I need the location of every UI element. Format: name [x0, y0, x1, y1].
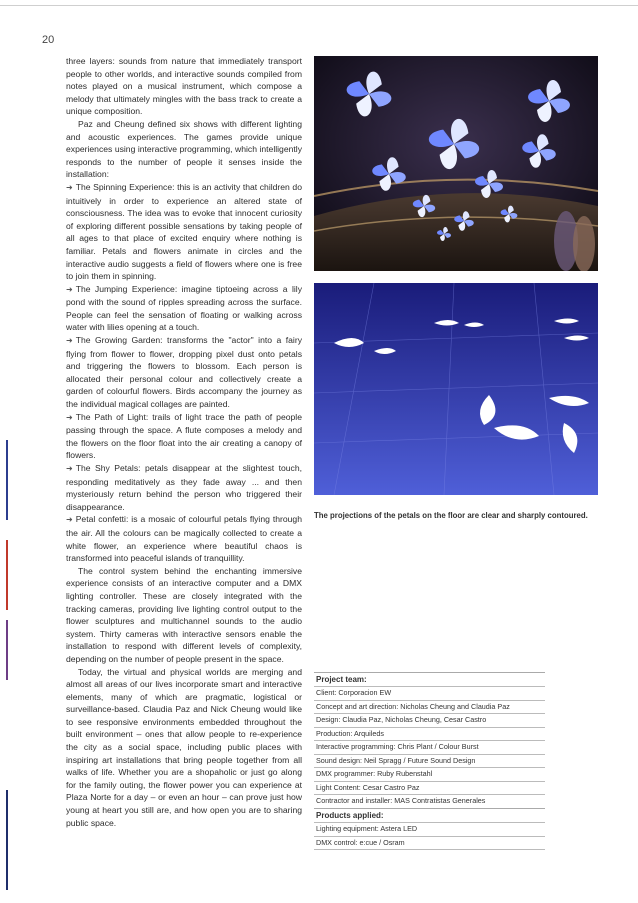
article-body: [66, 55, 302, 829]
margin-color-bar-red: [6, 540, 8, 610]
ceiling-flower-projection-photo: [314, 56, 598, 271]
credit-row: Interactive programming: Chris Plant / Colour Burst: [314, 740, 545, 754]
paragraph-text: The Path of Light: trails of light trace the path of people passing through the space. A flute composes a melody and the flowers on the floor float into the air creating a canopy of flowers.: [66, 411, 302, 461]
credit-row: DMX programmer: Ruby Rubenstahl: [314, 767, 545, 781]
paragraph-text: Today, the virtual and physical worlds are merging and almost all areas of our lives incorporate smart and interactive elements, many of which are pragmatic, logistical or surveillance-based. Claudia Paz and Nick Cheung would like to see responsive environments embedded throughout the built environment – ones that allow people to re-experience the city as a social space, including public places with inspiring art installations that bring people together from all walks of life. Whether you are a shopaholic or just go along for the family outing, the flower power you can experience at Plaza Norte for a day – or even an hour – can prove just how young at heart you still are, and how open you are to sharing public space.: [66, 666, 302, 828]
credit-row: Client: Corporacion EW: [314, 686, 545, 700]
project-team-block: [314, 672, 545, 809]
top-rule: [0, 5, 638, 6]
bullet-paragraph: [66, 181, 302, 283]
body-paragraph: [66, 666, 302, 830]
paragraph-text: The control system behind the enchanting immersive experience consists of an interactive computer and a DMX lighting controller. These are closely integrated with the tracking cameras, providing live lighting control output to the flower sculptures and multichannel sounds to the audio system. Thirty cameras with interactive sensors enable the installation to respond with different levels of complexity, depending on the number of people present in the space.: [66, 565, 302, 664]
credit-row: DMX control: e:cue / Osram: [314, 836, 545, 851]
bullet-paragraph: [66, 283, 302, 334]
arrow-bullet-icon: ➜: [66, 284, 73, 294]
body-paragraph: [66, 565, 302, 666]
products-applied-title: Products applied:: [314, 808, 545, 822]
arrow-bullet-icon: ➜: [66, 464, 73, 473]
bullet-paragraph: [66, 462, 302, 513]
body-paragraph: [66, 118, 302, 181]
credit-row: Lighting equipment: Astera LED: [314, 822, 545, 836]
arrow-bullet-icon: ➜: [66, 515, 73, 525]
body-paragraph: [66, 55, 302, 118]
paragraph-text: Paz and Cheung defined six shows with different lighting and acoustic experiences. The games provide unique experiences using interactive programming, which intelligently responds to the number of people it senses inside the installation:: [66, 118, 302, 180]
floor-petal-projection-photo: [314, 283, 598, 495]
products-applied-block: [314, 808, 545, 850]
paragraph-text: The Shy Petals: petals disappear at the slightest touch, responding meditatively as they fade away ... and then mysteriously return behind the person who triggered their disappearance.: [66, 463, 302, 512]
margin-color-bar-blue: [6, 440, 8, 520]
paragraph-text: The Growing Garden: transforms the "actor" into a fairy flying from flower to flower, dropping pixel dust onto petals and triggering the flowers to blossom. Each person is allocated their personal colour and collectively create a garden of colourful flowers. Birds accompany the journey as the individual magical collages are painted.: [66, 335, 302, 410]
margin-color-bar-navy: [6, 790, 8, 890]
bullet-paragraph: [66, 334, 302, 411]
credit-row: Concept and art direction: Nicholas Cheung and Claudia Paz: [314, 700, 545, 714]
project-team-title: Project team:: [314, 672, 545, 686]
credit-row: Production: Arquileds: [314, 727, 545, 741]
credit-row: Contractor and installer: MAS Contratistas Generales: [314, 794, 545, 809]
figure-caption: The projections of the petals on the floor are clear and sharply contoured.: [314, 511, 588, 520]
page-number: 20: [42, 34, 55, 46]
arrow-bullet-icon: ➜: [66, 336, 73, 346]
credit-row: Design: Claudia Paz, Nicholas Cheung, Cesar Castro: [314, 713, 545, 727]
arrow-bullet-icon: ➜: [66, 182, 73, 192]
credit-row: Light Content: Cesar Castro Paz: [314, 781, 545, 795]
credit-row: Sound design: Neil Spragg / Future Sound Design: [314, 754, 545, 768]
paragraph-text: three layers: sounds from nature that immediately transport people to other worlds, and interactive sounds compiled from notes played on a musical instrument, which compose a melody that ultimately mingles with the bass track to create a unique composition.: [66, 56, 302, 117]
arrow-bullet-icon: ➜: [66, 412, 73, 422]
paragraph-text: Petal confetti: is a mosaic of colourful petals flying through the air. All the colours can be magically collected to create a white flower, an experience where beautiful chaos is transformed into peaceful islands of tranquillity.: [66, 514, 302, 564]
paragraph-text: The Spinning Experience: this is an activity that children do intuitively in order to experience an altered state of consciousness. The idea was to evoke that innocent curiosity of exploring different possible sensations by taking people of all ages to that place of excited enquiry where nothing is familiar. Petals and flowers animate in circles and the interactive audio suggests a field of flowers where one is free to join them in spinning.: [66, 181, 302, 282]
bullet-paragraph: [66, 411, 302, 462]
bullet-paragraph: [66, 513, 302, 564]
paragraph-text: The Jumping Experience: imagine tiptoeing across a lily pond with the sound of ripples spreading across the surface. People can feel the sensation of floating or walking across water with lilies opening at a touch.: [66, 283, 302, 333]
margin-color-bar-purple: [6, 620, 8, 680]
